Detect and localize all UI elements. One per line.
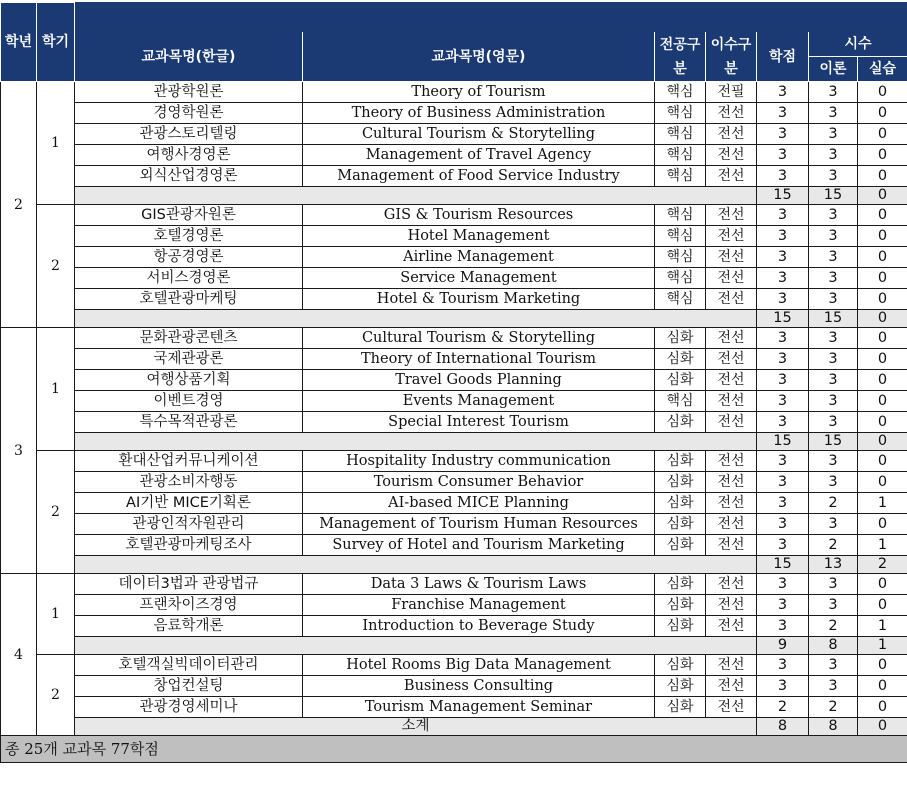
course-name-kr: 서비스경영론 (75, 268, 303, 289)
completion-type: 전선 (706, 289, 757, 310)
course-name-kr: 문화관광콘텐츠 (75, 328, 303, 349)
course-name-en: Travel Goods Planning (303, 370, 655, 391)
major-type: 심화 (655, 616, 706, 637)
subtotal-credits: 15 (757, 187, 809, 205)
completion-type: 전선 (706, 349, 757, 370)
subtotal-row (1, 187, 907, 205)
credits: 3 (757, 535, 809, 556)
practice-hours: 0 (858, 124, 907, 145)
course-name-kr: 호텔관광마케팅 (75, 289, 303, 310)
major-type: 심화 (655, 655, 706, 676)
practice-hours: 0 (858, 655, 907, 676)
completion-type: 전선 (706, 595, 757, 616)
subtotal-label (75, 187, 757, 205)
practice-hours: 0 (858, 370, 907, 391)
major-type: 핵심 (655, 166, 706, 187)
header-name-kr: 교과목명(한글) (75, 32, 303, 82)
course-row (1, 268, 907, 289)
subtotal-theory: 15 (809, 433, 858, 451)
header-completion-type: 이수구분 (706, 32, 757, 82)
major-type: 심화 (655, 472, 706, 493)
semester-cell: 2 (37, 655, 75, 736)
completion-type: 전선 (706, 205, 757, 226)
major-type: 심화 (655, 595, 706, 616)
subtotal-row (1, 310, 907, 328)
practice-hours: 0 (858, 247, 907, 268)
course-name-kr: 이벤트경영 (75, 391, 303, 412)
practice-hours: 0 (858, 289, 907, 310)
course-name-kr: 창업컨설팅 (75, 676, 303, 697)
completion-type: 전선 (706, 412, 757, 433)
header-theory: 이론 (809, 57, 858, 82)
header-year: 학년 (1, 3, 37, 82)
subtotal-practice: 0 (858, 187, 907, 205)
completion-type: 전선 (706, 145, 757, 166)
course-name-kr: 여행상품기획 (75, 370, 303, 391)
header-semester: 학기 (37, 3, 75, 82)
course-name-en: Business Consulting (303, 676, 655, 697)
course-row (1, 166, 907, 187)
subtotal-label (75, 637, 757, 655)
major-type: 핵심 (655, 103, 706, 124)
course-name-kr: 데이터3법과 관광법규 (75, 574, 303, 595)
completion-type: 전선 (706, 226, 757, 247)
major-type: 심화 (655, 412, 706, 433)
header-credits: 학점 (757, 32, 809, 82)
subtotal-row (1, 637, 907, 655)
course-row (1, 349, 907, 370)
course-name-en: Theory of Business Administration (303, 103, 655, 124)
practice-hours: 0 (858, 472, 907, 493)
course-name-en: Hotel & Tourism Marketing (303, 289, 655, 310)
completion-type: 전선 (706, 247, 757, 268)
course-name-en: GIS & Tourism Resources (303, 205, 655, 226)
major-type: 심화 (655, 370, 706, 391)
practice-hours: 0 (858, 391, 907, 412)
theory-hours: 3 (809, 289, 858, 310)
major-type: 핵심 (655, 391, 706, 412)
practice-hours: 0 (858, 697, 907, 718)
practice-hours: 1 (858, 616, 907, 637)
credits: 3 (757, 103, 809, 124)
completion-type: 전선 (706, 493, 757, 514)
major-type: 핵심 (655, 145, 706, 166)
completion-type: 전선 (706, 535, 757, 556)
theory-hours: 2 (809, 616, 858, 637)
course-row (1, 616, 907, 637)
practice-hours: 1 (858, 535, 907, 556)
course-name-kr: 여행사경영론 (75, 145, 303, 166)
credits: 3 (757, 124, 809, 145)
completion-type: 전선 (706, 391, 757, 412)
course-name-kr: 프랜차이즈경영 (75, 595, 303, 616)
theory-hours: 3 (809, 412, 858, 433)
completion-type: 전선 (706, 124, 757, 145)
credits: 3 (757, 166, 809, 187)
course-name-kr: 국제관광론 (75, 349, 303, 370)
course-name-kr: 항공경영론 (75, 247, 303, 268)
major-type: 심화 (655, 514, 706, 535)
major-type: 심화 (655, 349, 706, 370)
course-row (1, 370, 907, 391)
major-type: 핵심 (655, 226, 706, 247)
theory-hours: 2 (809, 697, 858, 718)
theory-hours: 3 (809, 349, 858, 370)
subtotal-theory: 15 (809, 187, 858, 205)
course-row (1, 82, 907, 103)
major-type: 핵심 (655, 82, 706, 103)
course-name-en: Tourism Management Seminar (303, 697, 655, 718)
subtotal-credits: 15 (757, 556, 809, 574)
major-type: 핵심 (655, 124, 706, 145)
subtotal-practice: 0 (858, 718, 907, 736)
course-name-kr: AI기반 MICE기획론 (75, 493, 303, 514)
course-row (1, 205, 907, 226)
course-row (1, 472, 907, 493)
credits: 2 (757, 697, 809, 718)
course-name-en: Tourism Consumer Behavior (303, 472, 655, 493)
subtotal-theory: 15 (809, 310, 858, 328)
table-body (1, 82, 907, 736)
course-name-en: Management of Food Service Industry (303, 166, 655, 187)
practice-hours: 0 (858, 514, 907, 535)
year-cell: 2 (1, 82, 37, 328)
theory-hours: 3 (809, 595, 858, 616)
theory-hours: 3 (809, 124, 858, 145)
practice-hours: 0 (858, 226, 907, 247)
credits: 3 (757, 472, 809, 493)
credits: 3 (757, 205, 809, 226)
course-row (1, 103, 907, 124)
theory-hours: 3 (809, 391, 858, 412)
practice-hours: 0 (858, 595, 907, 616)
completion-type: 전선 (706, 451, 757, 472)
semester-cell: 1 (37, 328, 75, 451)
completion-type: 전선 (706, 472, 757, 493)
course-row (1, 514, 907, 535)
completion-type: 전선 (706, 574, 757, 595)
semester-cell: 1 (37, 82, 75, 205)
theory-hours: 3 (809, 226, 858, 247)
theory-hours: 3 (809, 472, 858, 493)
course-name-kr: 관광경영세미나 (75, 697, 303, 718)
completion-type: 전선 (706, 103, 757, 124)
course-name-kr: 외식산업경영론 (75, 166, 303, 187)
course-row (1, 493, 907, 514)
course-name-en: Cultural Tourism & Storytelling (303, 124, 655, 145)
course-name-kr: 특수목적관광론 (75, 412, 303, 433)
credits: 3 (757, 268, 809, 289)
subtotal-practice: 2 (858, 556, 907, 574)
subtotal-credits: 9 (757, 637, 809, 655)
subtotal-label (75, 556, 757, 574)
course-name-kr: 경영학원론 (75, 103, 303, 124)
major-type: 심화 (655, 535, 706, 556)
course-name-en: Management of Tourism Human Resources (303, 514, 655, 535)
theory-hours: 3 (809, 268, 858, 289)
course-name-en: Introduction to Beverage Study (303, 616, 655, 637)
course-row (1, 247, 907, 268)
course-row (1, 535, 907, 556)
curriculum-table (0, 2, 907, 763)
practice-hours: 0 (858, 268, 907, 289)
credits: 3 (757, 145, 809, 166)
subtotal-row (1, 718, 907, 736)
course-name-en: Hotel Rooms Big Data Management (303, 655, 655, 676)
practice-hours: 1 (858, 493, 907, 514)
subtotal-row (1, 556, 907, 574)
semester-cell: 2 (37, 451, 75, 574)
subtotal-credits: 8 (757, 718, 809, 736)
semester-cell: 2 (37, 205, 75, 328)
subtotal-credits: 15 (757, 433, 809, 451)
course-name-kr: 호텔객실빅데이터관리 (75, 655, 303, 676)
subtotal-practice: 0 (858, 310, 907, 328)
course-name-kr: 관광인적자원관리 (75, 514, 303, 535)
theory-hours: 3 (809, 166, 858, 187)
practice-hours: 0 (858, 349, 907, 370)
practice-hours: 0 (858, 145, 907, 166)
completion-type: 전선 (706, 655, 757, 676)
theory-hours: 3 (809, 676, 858, 697)
course-row (1, 451, 907, 472)
practice-hours: 0 (858, 328, 907, 349)
major-type: 심화 (655, 574, 706, 595)
subtotal-theory: 13 (809, 556, 858, 574)
header-major-type: 전공구분 (655, 32, 706, 82)
subtotal-label (75, 433, 757, 451)
completion-type: 전선 (706, 328, 757, 349)
completion-type: 전선 (706, 676, 757, 697)
theory-hours: 3 (809, 574, 858, 595)
theory-hours: 3 (809, 103, 858, 124)
completion-type: 전선 (706, 166, 757, 187)
course-name-en: Theory of Tourism (303, 82, 655, 103)
major-type: 심화 (655, 697, 706, 718)
header-name-en: 교과목명(영문) (303, 32, 655, 82)
course-name-en: Data 3 Laws & Tourism Laws (303, 574, 655, 595)
credits: 3 (757, 226, 809, 247)
credits: 3 (757, 514, 809, 535)
course-name-en: Management of Travel Agency (303, 145, 655, 166)
practice-hours: 0 (858, 574, 907, 595)
course-name-en: Hospitality Industry communication (303, 451, 655, 472)
subtotal-label (75, 310, 757, 328)
course-name-kr: 관광소비자행동 (75, 472, 303, 493)
course-row (1, 289, 907, 310)
subtotal-row (1, 433, 907, 451)
major-type: 핵심 (655, 289, 706, 310)
completion-type: 전선 (706, 514, 757, 535)
course-name-en: Survey of Hotel and Tourism Marketing (303, 535, 655, 556)
course-name-kr: 관광스토리텔링 (75, 124, 303, 145)
credits: 3 (757, 328, 809, 349)
theory-hours: 3 (809, 247, 858, 268)
major-type: 심화 (655, 328, 706, 349)
header-hours: 시수 (809, 32, 907, 57)
course-name-en: Airline Management (303, 247, 655, 268)
subtotal-practice: 0 (858, 433, 907, 451)
completion-type: 전선 (706, 616, 757, 637)
credits: 3 (757, 574, 809, 595)
course-name-kr: GIS관광자원론 (75, 205, 303, 226)
practice-hours: 0 (858, 205, 907, 226)
theory-hours: 3 (809, 82, 858, 103)
credits: 3 (757, 247, 809, 268)
credits: 3 (757, 493, 809, 514)
subtotal-label: 소계 (75, 718, 757, 736)
major-type: 심화 (655, 676, 706, 697)
course-name-kr: 음료학개론 (75, 616, 303, 637)
course-row (1, 145, 907, 166)
theory-hours: 3 (809, 205, 858, 226)
course-name-en: Special Interest Tourism (303, 412, 655, 433)
course-row (1, 574, 907, 595)
subtotal-credits: 15 (757, 310, 809, 328)
credits: 3 (757, 412, 809, 433)
course-row (1, 328, 907, 349)
completion-type: 전선 (706, 370, 757, 391)
course-name-kr: 호텔경영론 (75, 226, 303, 247)
table-header (1, 3, 907, 82)
course-name-en: AI-based MICE Planning (303, 493, 655, 514)
course-row (1, 676, 907, 697)
theory-hours: 3 (809, 451, 858, 472)
credits: 3 (757, 349, 809, 370)
practice-hours: 0 (858, 103, 907, 124)
practice-hours: 0 (858, 451, 907, 472)
course-name-en: Service Management (303, 268, 655, 289)
credits: 3 (757, 616, 809, 637)
theory-hours: 2 (809, 493, 858, 514)
credits: 3 (757, 676, 809, 697)
header-band (75, 3, 907, 32)
credits: 3 (757, 289, 809, 310)
course-name-en: Cultural Tourism & Storytelling (303, 328, 655, 349)
theory-hours: 2 (809, 535, 858, 556)
course-row (1, 697, 907, 718)
year-cell: 3 (1, 328, 37, 574)
subtotal-theory: 8 (809, 637, 858, 655)
course-row (1, 655, 907, 676)
completion-type: 전선 (706, 697, 757, 718)
theory-hours: 3 (809, 328, 858, 349)
practice-hours: 0 (858, 412, 907, 433)
major-type: 심화 (655, 451, 706, 472)
theory-hours: 3 (809, 370, 858, 391)
course-row (1, 391, 907, 412)
theory-hours: 3 (809, 514, 858, 535)
credits: 3 (757, 82, 809, 103)
course-row (1, 226, 907, 247)
credits: 3 (757, 391, 809, 412)
practice-hours: 0 (858, 676, 907, 697)
semester-cell: 1 (37, 574, 75, 655)
practice-hours: 0 (858, 166, 907, 187)
theory-hours: 3 (809, 145, 858, 166)
major-type: 핵심 (655, 247, 706, 268)
credits: 3 (757, 370, 809, 391)
course-name-en: Theory of International Tourism (303, 349, 655, 370)
major-type: 핵심 (655, 268, 706, 289)
year-cell: 4 (1, 574, 37, 736)
course-name-kr: 호텔관광마케팅조사 (75, 535, 303, 556)
course-name-kr: 환대산업커뮤니케이션 (75, 451, 303, 472)
header-practice: 실습 (858, 57, 907, 82)
course-name-en: Hotel Management (303, 226, 655, 247)
subtotal-theory: 8 (809, 718, 858, 736)
theory-hours: 3 (809, 655, 858, 676)
subtotal-practice: 1 (858, 637, 907, 655)
course-name-kr: 관광학원론 (75, 82, 303, 103)
course-row (1, 412, 907, 433)
course-row (1, 595, 907, 616)
major-type: 핵심 (655, 205, 706, 226)
credits: 3 (757, 655, 809, 676)
credits: 3 (757, 451, 809, 472)
course-name-en: Franchise Management (303, 595, 655, 616)
course-name-en: Events Management (303, 391, 655, 412)
credits: 3 (757, 595, 809, 616)
course-row (1, 124, 907, 145)
practice-hours: 0 (858, 82, 907, 103)
completion-type: 전필 (706, 82, 757, 103)
major-type: 심화 (655, 493, 706, 514)
total-summary: 종 25개 교과목 77학점 (1, 736, 907, 763)
completion-type: 전선 (706, 268, 757, 289)
